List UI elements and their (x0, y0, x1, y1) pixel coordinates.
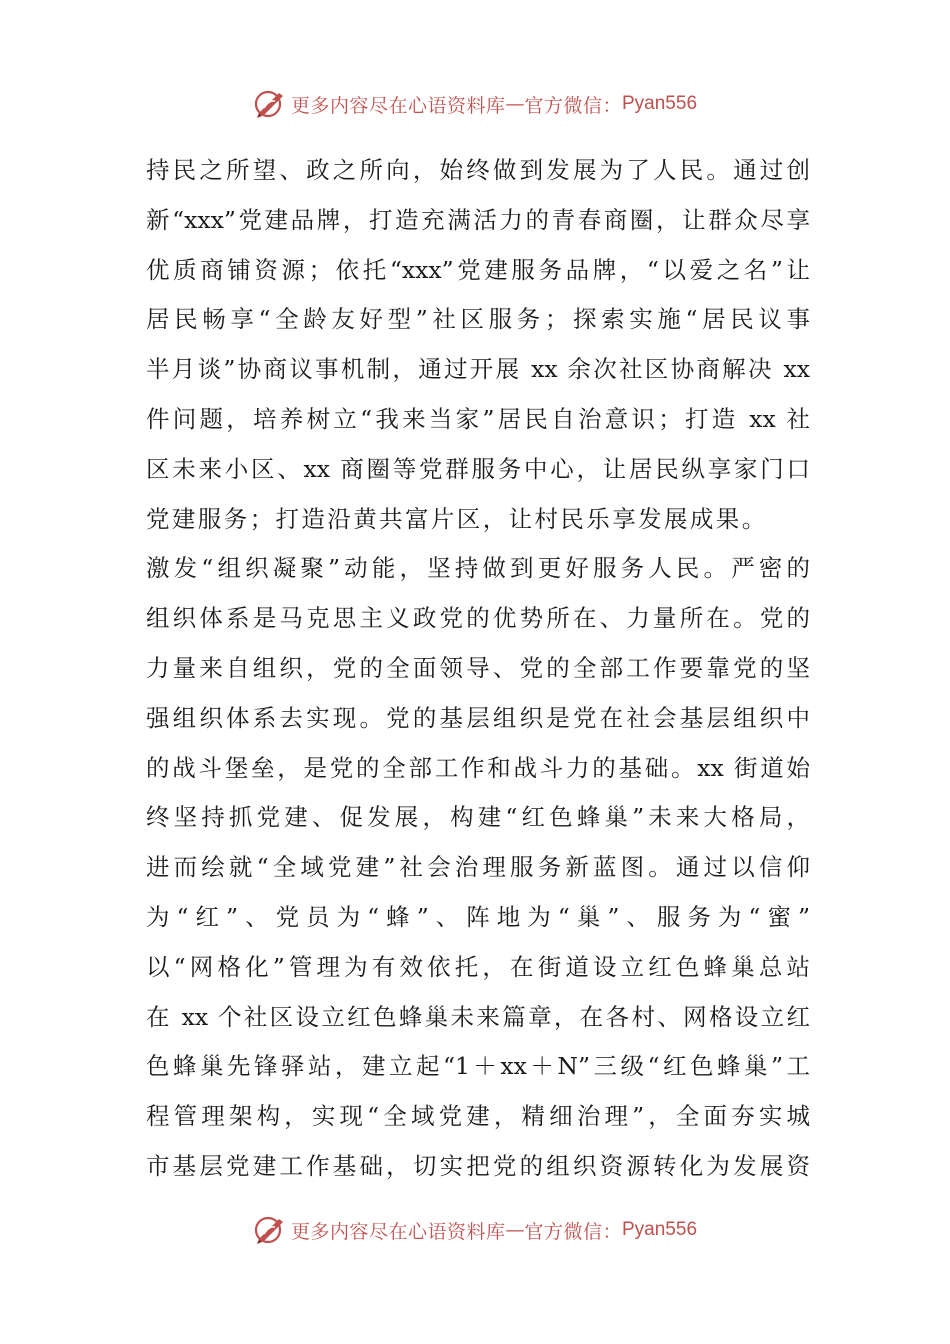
body-line: 党建服务；打造沿黄共富片区，让村民乐享发展成果。 (146, 504, 768, 533)
body-line: 力量来自组织，党的全面领导、党的全部工作要靠党的坚 (146, 653, 810, 682)
body-line: 优质商铺资源；依托“xxx”党建服务品牌，“以爱之名”让 (146, 255, 810, 284)
banner-dash: — (505, 1219, 525, 1241)
body-line: 激发“组织凝聚”动能，坚持做到更好服务人民。严密的 (146, 554, 810, 583)
body-line: 进而绘就“全域党建”社会治理服务新蓝图。通过以信仰 (146, 853, 810, 882)
body-line: 居民畅享“全龄友好型”社区服务；探索实施“居民议事 (146, 305, 810, 334)
body-line: 程管理架构，实现“全域党建，精细治理”，全面夯实城 (146, 1102, 810, 1131)
body-line: 市基层党建工作基础，切实把党的组织资源转化为发展资 (146, 1151, 810, 1180)
body-line: 件问题，培养树立“我来当家”居民自治意识；打造 xx 社 (146, 404, 810, 433)
body-line: 半月谈”协商议事机制，通过开展 xx 余次社区协商解决 xx (146, 355, 810, 384)
banner-wechat-id: Pyan556 (622, 93, 698, 114)
body-line: 强组织体系去实现。党的基层组织是党在社会基层组织中 (146, 703, 810, 732)
banner-site-text: 更多内容尽在心语资料库 (290, 94, 506, 117)
pen-logo-icon (253, 1213, 287, 1247)
banner-wechat-id: Pyan556 (622, 1219, 698, 1240)
body-line: 终坚持抓党建、促发展，构建“红色蜂巢”未来大格局， (146, 803, 810, 832)
document-body (146, 146, 810, 1192)
body-line: 色蜂巢先锋驿站，建立起“1＋xx＋N”三级“红色蜂巢”工 (146, 1052, 810, 1081)
footer-banner (0, 1210, 950, 1250)
banner-wechat-label: 官方微信： (524, 94, 622, 117)
body-line: 的战斗堡垒，是党的全部工作和战斗力的基础。xx 街道始 (146, 753, 810, 782)
body-line: 在 xx 个社区设立红色蜂巢未来篇章，在各村、网格设立红 (146, 1002, 810, 1031)
header-banner (0, 84, 950, 124)
banner-site-text: 更多内容尽在心语资料库 (290, 1220, 506, 1243)
body-line: 新“xxx”党建品牌，打造充满活力的青春商圈，让群众尽享 (146, 205, 810, 234)
body-line: 组织体系是马克思主义政党的优势所在、力量所在。党的 (146, 604, 810, 633)
body-line: 持民之所望、政之所向，始终做到发展为了人民。通过创 (146, 156, 810, 184)
body-line: 区未来小区、xx 商圈等党群服务中心，让居民纵享家门口 (146, 454, 810, 483)
banner-dash: — (505, 93, 525, 115)
banner-wechat-label: 官方微信： (524, 1220, 622, 1243)
body-line: 为“红”、党员为“蜂”、阵地为“巢”、服务为“蜜” (146, 902, 810, 931)
pen-logo-icon (253, 87, 287, 121)
body-line: 以“网格化”管理为有效依托，在街道设立红色蜂巢总站 (146, 952, 810, 981)
